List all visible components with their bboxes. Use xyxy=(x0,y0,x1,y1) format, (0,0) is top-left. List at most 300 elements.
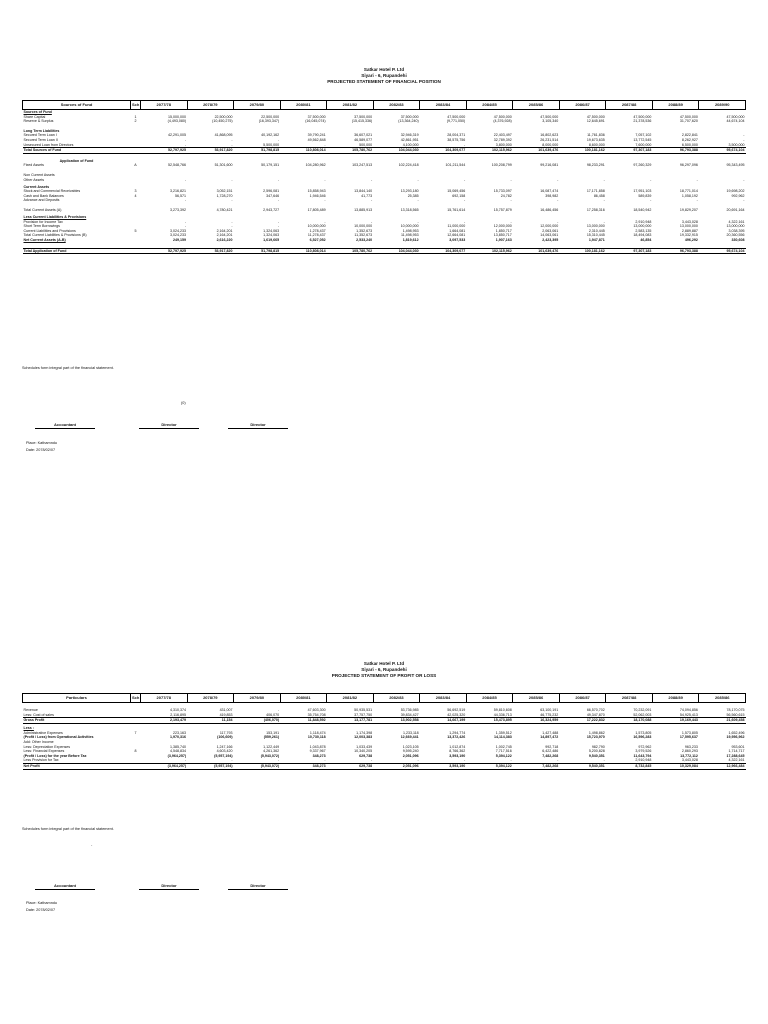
table-cell: 15,723,970 xyxy=(586,735,605,740)
table-cell: 98,233,291 xyxy=(586,163,605,168)
bs-place: Place: Kathamndu xyxy=(26,441,58,445)
table-cell: 2,860,293 xyxy=(681,749,698,754)
table-cell: (5,943,072) xyxy=(260,753,280,758)
table-cell: 19,673,635 xyxy=(586,137,605,142)
table-cell: 53,736,985 xyxy=(400,708,419,712)
table-cell: 2,051,096 xyxy=(402,753,419,758)
row-label: Net Current Assets (A-B) xyxy=(23,238,66,243)
table-cell: 2,943,727 xyxy=(263,208,280,212)
table-cell: 50,935,531 xyxy=(354,708,373,712)
table-cell: 49,562,848 xyxy=(307,137,326,142)
table-cell: 37,757,750 xyxy=(354,712,373,717)
table-cell: - xyxy=(184,224,187,229)
column-header-particulars: Particulars xyxy=(23,694,131,703)
table-cell: 52,548,766 xyxy=(168,163,187,168)
table-cell: - xyxy=(557,758,559,763)
table-cell: 3,024,233 xyxy=(170,233,187,238)
table-cell: 2,164,201 xyxy=(216,228,233,233)
table-cell: 16,596,283 xyxy=(633,735,652,740)
table-cell: - xyxy=(464,177,466,182)
row-schedule xyxy=(131,248,141,254)
table-cell: 47,500,000 xyxy=(493,114,512,119)
row-label: Total Current Assets (A) xyxy=(23,208,62,212)
table-cell: - xyxy=(557,198,559,203)
table-cell: 330,608 xyxy=(731,238,745,243)
table-cell: 10,000,000 xyxy=(354,224,373,229)
table-cell: 15,733,097 xyxy=(493,189,512,194)
table-cell: - xyxy=(603,219,605,224)
table-cell: - xyxy=(277,224,280,229)
table-cell: 32,946,319 xyxy=(400,133,419,138)
table-cell: 1,819,612 xyxy=(402,238,419,243)
table-cell: 2,051,096 xyxy=(373,764,420,770)
table-cell: 629,738 xyxy=(359,753,373,758)
table-cell: 13,293,180 xyxy=(400,189,419,194)
table-cell: 2,616,220 xyxy=(216,238,233,243)
row-label: Unsecured Loan from Directors xyxy=(23,142,74,147)
table-cell: 4,100,000 xyxy=(402,142,419,147)
table-cell: (5,957,194) xyxy=(214,753,233,758)
row-schedule xyxy=(131,764,141,770)
table-cell: 2,583,135 xyxy=(635,228,652,233)
table-cell: (3,964,257) xyxy=(141,764,188,770)
column-header-year: 2080/81 xyxy=(280,694,327,703)
table-cell: - xyxy=(696,177,698,182)
pl-signature-director-1: Director xyxy=(139,883,199,890)
table-cell: 7,482,268 xyxy=(513,764,560,770)
table-cell: 95,343,495 xyxy=(726,163,745,168)
table-cell: - xyxy=(417,198,419,203)
table-cell: 104,280,962 xyxy=(305,163,326,168)
table-cell: 1,728,270 xyxy=(216,193,233,198)
table-cell: 1,850,717 xyxy=(495,228,512,233)
table-cell: 431,007 xyxy=(219,708,233,712)
table-cell: 7,717,516 xyxy=(495,749,512,754)
table-cell: - xyxy=(277,219,280,224)
table-cell: 15,858,943 xyxy=(307,189,326,194)
table-cell: 100,208,799 xyxy=(491,163,512,168)
table-cell: 5,394,122 xyxy=(466,764,513,770)
table-cell: 629,738 xyxy=(327,764,374,770)
column-header-year: 2083/84 xyxy=(420,694,467,703)
table-cell: - xyxy=(184,758,187,763)
table-cell: 500,000 xyxy=(359,142,373,147)
column-header-year: 2082/83 xyxy=(373,694,420,703)
bs-signature-director-2: Director xyxy=(228,422,288,429)
row-label: Cash and Bank Balances xyxy=(23,193,64,198)
table-cell: 17,595,637 xyxy=(679,735,698,740)
table-cell: 18,494,083 xyxy=(633,233,652,238)
table-cell: 16,486,456 xyxy=(540,208,559,212)
table-cell: 13,902,558 xyxy=(373,718,420,724)
row-label: Other Assets xyxy=(23,177,45,182)
bs-company-name: Satkar Hotel P. Ltd xyxy=(363,67,405,72)
row-label: Share Capital xyxy=(23,114,46,119)
table-cell: 1,043,878 xyxy=(309,744,326,749)
table-cell: 7,057,102 xyxy=(635,133,652,138)
column-header-year: 2077/78 xyxy=(141,101,188,110)
table-cell: 12,645,691 xyxy=(586,119,605,124)
column-header-year: 2088/89 xyxy=(652,101,699,110)
table-cell: 20,360,556 xyxy=(726,233,745,238)
table-cell: (3,964,257) xyxy=(167,753,187,758)
row-label: Total Current Liabilities & Provisions (B) xyxy=(23,233,87,238)
table-cell: 18,170,088 xyxy=(606,718,653,724)
table-cell: 1,385,740 xyxy=(170,744,187,749)
table-cell: 1,058,192 xyxy=(681,193,698,198)
table-cell: 66,570,702 xyxy=(586,708,605,712)
column-header-year: 2081/82 xyxy=(327,101,374,110)
row-label: Net Profit xyxy=(23,764,131,770)
table-cell: 6,422,486 xyxy=(542,749,559,754)
table-cell: 14,667,199 xyxy=(420,718,467,724)
table-cell: 51,798,815 xyxy=(234,248,281,254)
table-cell: - xyxy=(184,137,187,142)
table-cell: - xyxy=(743,177,745,182)
table-cell: - xyxy=(417,177,419,182)
table-cell: 1,247,166 xyxy=(216,744,233,749)
row-schedule: 3 xyxy=(134,189,137,194)
table-cell: 96,793,388 xyxy=(652,248,699,254)
table-cell: 9,337,967 xyxy=(309,749,326,754)
column-header-sch: Sch xyxy=(131,101,141,110)
table-cell: (15,415,336) xyxy=(351,119,373,124)
row-label: Secured Term Loan II xyxy=(23,137,58,142)
table-cell: 4,310,374 xyxy=(170,708,187,712)
table-cell: 19,956,962 xyxy=(726,735,745,740)
table-cell: - xyxy=(231,137,233,142)
table-cell: 3,038,395 xyxy=(728,228,745,233)
row-label: Secured Term Loan I xyxy=(23,133,57,138)
table-cell: 104,309,077 xyxy=(420,148,467,154)
table-cell: 9,540,351 xyxy=(588,753,605,758)
table-cell: (559,261) xyxy=(263,735,280,740)
table-cell: 10,000,000 xyxy=(307,224,326,229)
table-cell: - xyxy=(370,198,373,203)
table-cell: 7,600,000 xyxy=(635,142,652,147)
table-cell: 42,291,005 xyxy=(168,133,187,138)
table-cell: 1,233,118 xyxy=(402,730,419,735)
financial-position-table xyxy=(22,100,746,254)
row-label: Sources of Fund xyxy=(23,110,52,114)
table-cell: 1,324,063 xyxy=(263,233,280,238)
table-cell: - xyxy=(417,219,419,224)
table-cell: 9,595,240 xyxy=(402,749,419,754)
table-cell: 1,907,163 xyxy=(495,238,512,243)
table-cell: 18,771,014 xyxy=(679,189,698,194)
table-cell: 52,797,925 xyxy=(141,248,188,254)
column-header-sources: Sources of Fund xyxy=(23,101,131,110)
table-cell: 100,181,162 xyxy=(559,248,606,254)
table-cell: 2,910,948 xyxy=(635,219,652,224)
table-cell: 8,000,000 xyxy=(542,142,559,147)
table-cell: 13,000,000 xyxy=(679,224,698,229)
table-cell: 2,164,201 xyxy=(216,233,233,238)
table-cell: 21,609,458 xyxy=(699,718,746,724)
row-label: Non Current Assets xyxy=(23,172,55,177)
row-schedule: 5 xyxy=(134,228,137,233)
row-label: Less Current Liabilities & Provisions xyxy=(23,215,87,220)
table-cell: (4,493,080) xyxy=(167,119,187,124)
column-header-year: 2084/85 xyxy=(466,101,513,110)
table-cell: 46,589,077 xyxy=(354,137,373,142)
table-cell: - xyxy=(464,198,466,203)
table-cell: (9,771,050) xyxy=(446,119,466,124)
table-cell: 50,179,151 xyxy=(261,163,280,168)
table-cell: 11,848,592 xyxy=(280,718,327,724)
table-cell: - xyxy=(277,137,280,142)
table-cell: 99,216,081 xyxy=(540,163,559,168)
table-cell: 3,273,392 xyxy=(170,208,187,212)
row-label: Fixed Assets xyxy=(23,163,44,168)
table-cell: 1,714,717 xyxy=(728,749,745,754)
table-cell: 3,979,526 xyxy=(635,749,652,754)
table-cell: - xyxy=(277,758,280,763)
table-cell: 95,674,104 xyxy=(699,148,746,154)
table-cell: 5,394,122 xyxy=(495,753,512,758)
table-cell: 47,500,000 xyxy=(726,114,745,119)
table-cell: 2,596,081 xyxy=(263,189,280,194)
table-cell: - xyxy=(557,177,559,182)
table-cell: 53,917,820 xyxy=(187,148,234,154)
row-label: (Profit / Loss) for the year Before Tax xyxy=(23,753,87,758)
table-cell: 15,000,000 xyxy=(168,114,187,119)
table-cell: 16,324,959 xyxy=(513,718,560,724)
table-cell: 3,024,233 xyxy=(170,228,187,233)
table-cell: 37,500,000 xyxy=(307,114,326,119)
table-cell: - xyxy=(184,142,187,147)
row-schedule: A xyxy=(134,163,137,168)
table-cell: 3,105,340 xyxy=(542,119,559,124)
bs-signature-director-1: Director xyxy=(139,422,199,429)
table-cell: 13,000,000 xyxy=(633,224,652,229)
table-cell: 110,808,014 xyxy=(280,248,327,254)
table-cell: 972,962 xyxy=(638,744,652,749)
table-cell: 1,324,063 xyxy=(263,228,280,233)
table-cell: - xyxy=(184,219,187,224)
table-cell: 1,619,665 xyxy=(263,238,280,243)
table-cell: (10,450,275) xyxy=(212,119,233,124)
column-header-year: 2087/88 xyxy=(606,101,653,110)
table-cell: 117,793 xyxy=(219,730,233,735)
table-cell: - xyxy=(557,219,559,224)
table-cell: 13,000,000 xyxy=(726,224,745,229)
table-cell: 52,062,003 xyxy=(633,712,652,717)
table-cell: - xyxy=(743,198,745,203)
table-cell: - xyxy=(324,219,326,224)
table-cell: 5,500,000 xyxy=(263,142,280,147)
table-cell: (13,364,240) xyxy=(398,119,419,124)
table-cell: 24,782 xyxy=(500,193,512,198)
row-label: (Profit / Loss) from Operational Activities xyxy=(23,735,94,740)
row-schedule: 7 xyxy=(134,730,137,735)
table-cell: 4,603,420 xyxy=(216,749,233,754)
pl-place: Place: Kathamndu xyxy=(26,901,58,905)
row-label: Less: Financial Expenses xyxy=(23,749,65,754)
table-cell: - xyxy=(231,219,233,224)
row-label: Less: Cost of sales xyxy=(23,712,54,717)
table-cell: 105,780,762 xyxy=(327,148,374,154)
bs-mark: (0) xyxy=(181,401,186,405)
table-cell: 102,224,418 xyxy=(398,163,419,168)
table-cell: 4,261,362 xyxy=(263,749,280,754)
table-cell: - xyxy=(231,177,233,182)
table-cell: 12,664,081 xyxy=(447,233,466,238)
table-cell: 97,307,183 xyxy=(606,248,653,254)
table-cell: 1,947,871 xyxy=(588,238,605,243)
table-cell: 10,730,118 xyxy=(307,735,326,740)
table-cell: - xyxy=(603,758,605,763)
table-cell: 22,403,497 xyxy=(493,133,512,138)
table-cell: 17,288,645 xyxy=(726,753,745,758)
table-cell: 47,500,000 xyxy=(633,114,652,119)
pl-title: PROJECTED STATEMENT OF PROFIT OR LOSS xyxy=(331,673,437,678)
table-cell: 1,427,488 xyxy=(542,730,559,735)
table-cell: - xyxy=(510,198,512,203)
table-cell: 19,829,207 xyxy=(679,208,698,212)
table-cell: - xyxy=(231,142,233,147)
table-cell: 11,498,953 xyxy=(400,233,419,238)
table-cell: - xyxy=(231,758,233,763)
table-cell: 10,000,000 xyxy=(400,224,419,229)
table-cell: 8,732,845 xyxy=(606,764,653,770)
table-cell: 1,122,449 xyxy=(263,744,280,749)
table-cell: 8,766,362 xyxy=(449,749,466,754)
table-cell: 6,500,000 xyxy=(681,142,698,147)
table-cell: 14,897,472 xyxy=(540,735,559,740)
pl-signature-director-2: Director xyxy=(228,883,288,890)
table-cell: 12,669,441 xyxy=(400,735,419,740)
table-cell: - xyxy=(324,142,326,147)
table-cell: 16,087,474 xyxy=(540,189,559,194)
table-cell: 31,707,620 xyxy=(679,119,698,124)
column-header-year: 2080/81 xyxy=(280,101,327,110)
table-cell: 51,798,815 xyxy=(234,148,281,154)
table-cell: 153,191 xyxy=(266,730,280,735)
table-cell: 54,925,413 xyxy=(679,712,698,717)
table-cell: 398,982 xyxy=(545,193,559,198)
table-cell: 26,231,514 xyxy=(540,137,559,142)
table-cell: 4,780,421 xyxy=(216,208,233,212)
table-cell: 47,603,300 xyxy=(307,708,326,712)
row-label: Long Term Liabilities xyxy=(23,128,60,133)
table-cell: 36,607,021 xyxy=(354,133,373,138)
table-cell: 419,853 xyxy=(219,712,233,717)
table-cell: 52,797,925 xyxy=(141,148,188,154)
table-cell: 19,698,202 xyxy=(726,189,745,194)
table-cell: 2,116,895 xyxy=(170,712,187,717)
table-cell: 15,473,895 xyxy=(466,718,513,724)
table-cell: 2,910,948 xyxy=(635,758,652,763)
table-cell: 2,822,841 xyxy=(681,133,698,138)
table-cell: 21,378,536 xyxy=(633,119,652,124)
table-cell: 3,097,533 xyxy=(449,238,466,243)
table-cell: 1,174,398 xyxy=(356,730,373,735)
profit-loss-table xyxy=(22,693,746,770)
table-row xyxy=(23,764,746,770)
table-cell: 70,232,091 xyxy=(633,708,652,712)
table-cell: 56,692,519 xyxy=(447,708,466,712)
row-label: Reserve & Surplus xyxy=(23,119,54,124)
table-cell: 4,322,161 xyxy=(728,758,745,763)
table-cell: - xyxy=(370,758,373,763)
bs-date: Date: 2078/02/07 xyxy=(26,448,56,452)
column-header-year: 2082/83 xyxy=(373,101,420,110)
table-cell: 1,664,081 xyxy=(449,228,466,233)
table-cell: 2,063,061 xyxy=(542,228,559,233)
table-cell: - xyxy=(603,177,605,182)
column-header-year: 2085/86 xyxy=(513,694,560,703)
table-cell: - xyxy=(510,177,512,182)
table-cell: 3,052,151 xyxy=(216,189,233,194)
table-cell: 12,000,000 xyxy=(493,224,512,229)
table-cell: 101,211,544 xyxy=(445,163,466,168)
table-cell: 8,600,000 xyxy=(588,142,605,147)
row-label: Less : xyxy=(23,726,34,731)
table-cell: 1,652,496 xyxy=(728,730,745,735)
table-cell: 496,292 xyxy=(684,238,698,243)
table-cell: 110,808,014 xyxy=(280,148,327,154)
table-cell: 17,222,832 xyxy=(559,718,606,724)
table-cell: - xyxy=(510,758,512,763)
pl-company-name: Satkar Hotel P. Ltd xyxy=(363,661,405,666)
table-cell: - xyxy=(743,133,745,138)
table-cell: - xyxy=(231,198,233,203)
table-cell: - xyxy=(231,224,233,229)
row-label: Application of Fund xyxy=(59,158,94,163)
table-cell: 963,233 xyxy=(684,744,698,749)
table-cell: - xyxy=(324,198,326,203)
row-label: Revenue xyxy=(23,708,38,712)
table-cell: 41,773 xyxy=(361,193,373,198)
column-header-year: 2084/85 xyxy=(466,694,513,703)
table-cell: 1,498,953 xyxy=(402,228,419,233)
bs-address: Siyari - 6, Rupandehi xyxy=(361,73,407,78)
column-header-year: 2079/80 xyxy=(234,694,281,703)
table-cell: 348,273 xyxy=(280,764,327,770)
table-cell: 22,500,000 xyxy=(261,114,280,119)
table-cell: 104,044,030 xyxy=(373,148,420,154)
bs-note: Schedules form integral part of the financial statement. xyxy=(22,366,114,370)
table-cell: 11,278,437 xyxy=(307,233,326,238)
column-header-year: 2086/87 xyxy=(559,101,606,110)
column-header-year: 2085/86 xyxy=(699,694,746,703)
table-cell: 1,278,437 xyxy=(309,228,326,233)
table-cell: 10,329,084 xyxy=(652,764,699,770)
table-cell: 100,181,162 xyxy=(559,148,606,154)
table-cell: 10,340,205 xyxy=(354,749,373,754)
table-cell: 12,003,383 xyxy=(354,735,373,740)
table-cell: 406,070 xyxy=(266,712,280,717)
table-cell: 16,802,623 xyxy=(540,133,559,138)
table-cell: 15,069,456 xyxy=(447,189,466,194)
column-header-year: 2078/79 xyxy=(187,101,234,110)
pl-signature-accountant: Accountant xyxy=(35,883,95,890)
table-cell: - xyxy=(370,177,373,182)
column-header-year: 2086/87 xyxy=(559,694,606,703)
table-cell: 348,273 xyxy=(312,753,326,758)
table-cell: 47,500,000 xyxy=(540,114,559,119)
table-cell: 2,889,887 xyxy=(681,228,698,233)
table-cell: 1,033,439 xyxy=(356,744,373,749)
table-cell: 589,839 xyxy=(638,193,652,198)
column-header-year: 2085/86 xyxy=(513,101,560,110)
table-cell: - xyxy=(277,177,280,182)
table-cell: 11,000,000 xyxy=(447,224,466,229)
table-cell: 46,854 xyxy=(640,238,652,243)
table-cell: 5,200,828 xyxy=(588,749,605,754)
table-cell: 3,443,028 xyxy=(681,758,698,763)
